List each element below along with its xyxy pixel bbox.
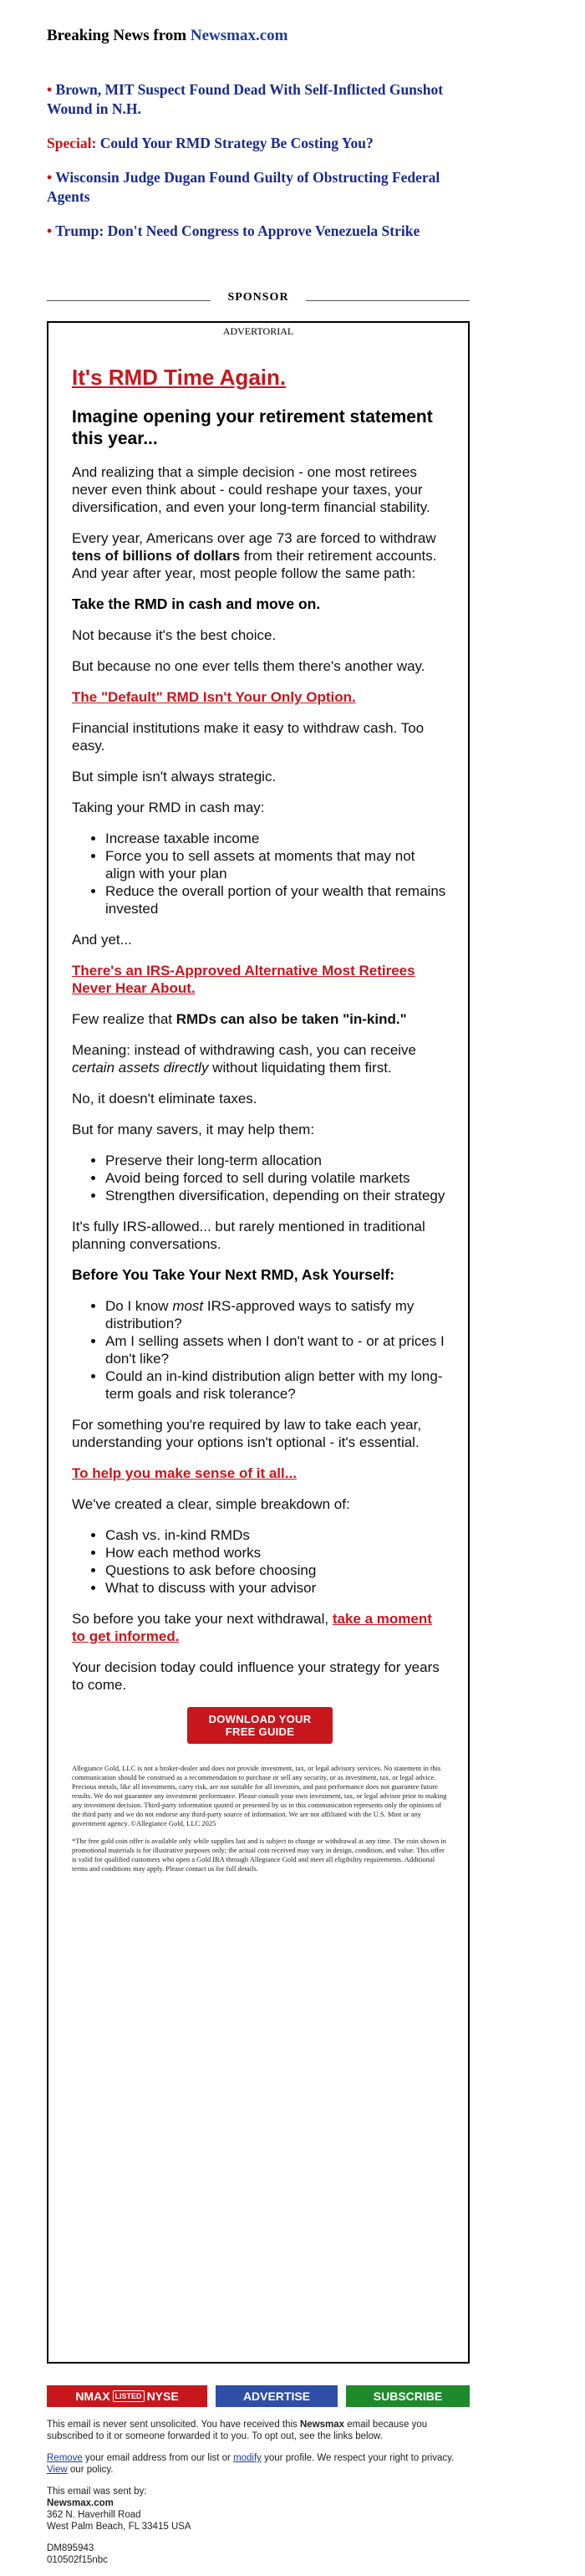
sponsor-label: SPONSOR [227,291,289,304]
list-item: • Do I know most IRS-approved ways to satisfy my distribution? [105,1297,448,1332]
ad-paragraph: Meaning: instead of withdrawing cash, you can receive certain assets directly without liquidating them first. [72,1042,417,1076]
bullet-icon: • [47,81,53,98]
ad-bold-statement: Take the RMD in cash and move on. [72,595,321,612]
headline-text[interactable]: Wisconsin Judge Dugan Found Guilty of Obstructing Federal Agents [47,169,440,205]
headline-text[interactable]: Trump: Don't Need Congress to Approve Venezuela Strike [55,222,420,239]
ad-title-link[interactable]: It's RMD Time Again. [72,365,287,390]
ad-paragraph: Your decision today could influence your strategy for years to come. [72,1659,440,1693]
nmax-nyse-button[interactable]: NMAX LISTED NYSE [47,2385,207,2407]
headline-link[interactable] [47,134,481,153]
list-item: • Reduce the overall portion of your wealth that remains invested [105,882,448,917]
headline-text[interactable]: Could Your RMD Strategy Be Costing You? [99,135,374,151]
subscribe-button[interactable]: SUBSCRIBE [346,2385,470,2407]
headline-list [47,80,481,256]
headline-text[interactable]: Brown, MIT Suspect Found Dead With Self-Inflicted Gunshot Wound in N.H. [47,81,444,117]
ad-bullet-list [72,1526,448,1597]
ad-section-link[interactable]: The "Default" RMD Isn't Your Only Option. [72,689,356,705]
headline-link[interactable] [47,80,481,119]
get-informed-link[interactable]: take a moment to get informed. [72,1611,432,1644]
disclaimer-block [72,1764,448,1873]
divider-line [306,300,470,301]
ad-paragraph: So before you take your next withdrawal, take a moment to get informed. [72,1611,432,1644]
list-item: • Avoid being forced to sell during volatile markets [105,1169,448,1187]
special-label: Special: [47,135,97,151]
ad-paragraph: But because no one ever tells them there's another way. [72,658,425,674]
footer-legal [47,2419,470,2576]
ad-paragraph: But simple isn't always strategic. [72,769,277,785]
email-header [47,27,287,45]
sponsor-divider [47,291,470,308]
newsmax-brand-link[interactable]: Newsmax.com [190,27,288,44]
download-guide-button[interactable]: DOWNLOAD YOUR FREE GUIDE [187,1707,333,1744]
list-item: • How each method works [105,1544,448,1561]
list-item: • Could an in-kind distribution align better with my long-term goals and risk tolerance? [105,1367,448,1403]
ad-paragraph: And realizing that a simple decision - one most retirees never even think about - could reshape your taxes, your diversification, and even your long-term financial stability. [72,464,430,515]
footer-notice: This email is never sent unsolicited. You have received this Newsmax email because you subscribed to it or someone forwarded it to you. To opt out, see the links below. [47,2420,428,2441]
ad-subtitle: Imagine opening your retirement statement this year... [72,407,433,448]
ad-paragraph: No, it doesn't eliminate taxes. [72,1091,257,1107]
footer-address: This email was sent by: Newsmax.com 362 N. Haverhill Road West Palm Beach, FL 33415 USA [47,2487,191,2532]
list-item: • Preserve their long-term allocation [105,1152,448,1169]
ad-paragraph: It's fully IRS-allowed... but rarely mentioned in traditional planning conversations. [72,1219,425,1252]
advertorial-label: ADVERTORIAL [222,325,294,337]
remove-link[interactable]: Remove [47,2453,83,2463]
footer-optout: Remove your email address from our list or modify your profile. We respect your right to privacy. View our policy. [47,2453,455,2475]
list-item: • Cash vs. in-kind RMDs [105,1526,448,1544]
disclaimer-text: Allegiance Gold, LLC is not a broker-dealer and does not provide investment, tax, or legal advisory services. No statement in this communication should be construed as a recommendation to purchase or sell any security, or as investment, tax, or legal advice. Precious metals, like all investments, carry risk, are not suitable for all investors, and past performance does not guarantee future results. We do not guarantee any investment performance. Please consult your own investment, tax, or legal advisor prior to making any investment decision. Third-party information quoted or presented by us in this communication represents only the opinions of the third party and we do not endorse any third-party source of information. We are not affiliated with the U.S. Mint or any government agency. ©Allegiance Gold, LLC 2025 [72,1764,447,1827]
footer-button-row [47,2385,470,2407]
list-item: • Increase taxable income [105,830,448,847]
ad-paragraph: We've created a clear, simple breakdown of: [72,1496,350,1512]
ad-bullet-list [72,830,448,917]
header-prefix: Breaking News from [47,27,187,44]
disclaimer-text: *The free gold coin offer is available only while supplies last and is subject to change or withdrawal at any time. The coin shown in promotional materials is for illustrative purposes only; the actual coin received may vary in design, condition, and value. This offer is valid for qualified customers who open a Gold IRA through Allegiance Gold and meet all eligibility requirements. Additional terms and conditions may apply. Please contact us for full details. [72,1837,446,1873]
bullet-icon: • [47,222,53,239]
list-item: • Force you to sell assets at moments that may not align with your plan [105,847,448,882]
ad-paragraph: Taking your RMD in cash may: [72,800,265,815]
list-item: • Questions to ask before choosing [105,1561,448,1579]
ad-bullet-list [72,1152,448,1204]
ad-paragraph: And yet... [72,932,132,948]
list-item: • Am I selling assets when I don't want to - or at prices I don't like? [105,1332,448,1367]
ad-paragraph: But for many savers, it may help them: [72,1122,315,1137]
headline-link[interactable] [47,222,481,241]
list-item: • Strengthen diversification, depending on their strategy [105,1187,448,1204]
ad-paragraph: Not because it's the best choice. [72,627,277,643]
view-policy-link[interactable]: View [47,2465,68,2475]
ad-question-list [72,1297,448,1403]
advertorial-box [47,321,470,2364]
headline-link[interactable] [47,168,481,207]
ad-bold-statement: Before You Take Your Next RMD, Ask Yourself: [72,1266,395,1283]
modify-link[interactable]: modify [233,2453,262,2463]
ad-paragraph: Few realize that RMDs can also be taken "in-kind." [72,1011,407,1027]
ad-paragraph: Financial institutions make it easy to withdraw cash. Too easy. [72,720,425,754]
footer-codes: DM895943 010502f15nbc [47,2543,108,2565]
bullet-icon: • [47,169,53,186]
ad-section-link[interactable]: To help you make sense of it all... [72,1465,297,1481]
advertise-button[interactable]: ADVERTISE [216,2385,338,2407]
list-item: • What to discuss with your advisor [105,1579,448,1597]
ad-paragraph: For something you're required by law to take each year, understanding your options isn't optional - it's essential. [72,1417,422,1450]
advertorial-content [72,365,448,1882]
ad-section-link[interactable]: There's an IRS-Approved Alternative Most Retirees Never Hear About. [72,963,415,996]
ad-paragraph: Every year, Americans over age 73 are forced to withdraw tens of billions of dollars from their retirement accounts. And year after year, most people follow the same path: [72,530,437,581]
